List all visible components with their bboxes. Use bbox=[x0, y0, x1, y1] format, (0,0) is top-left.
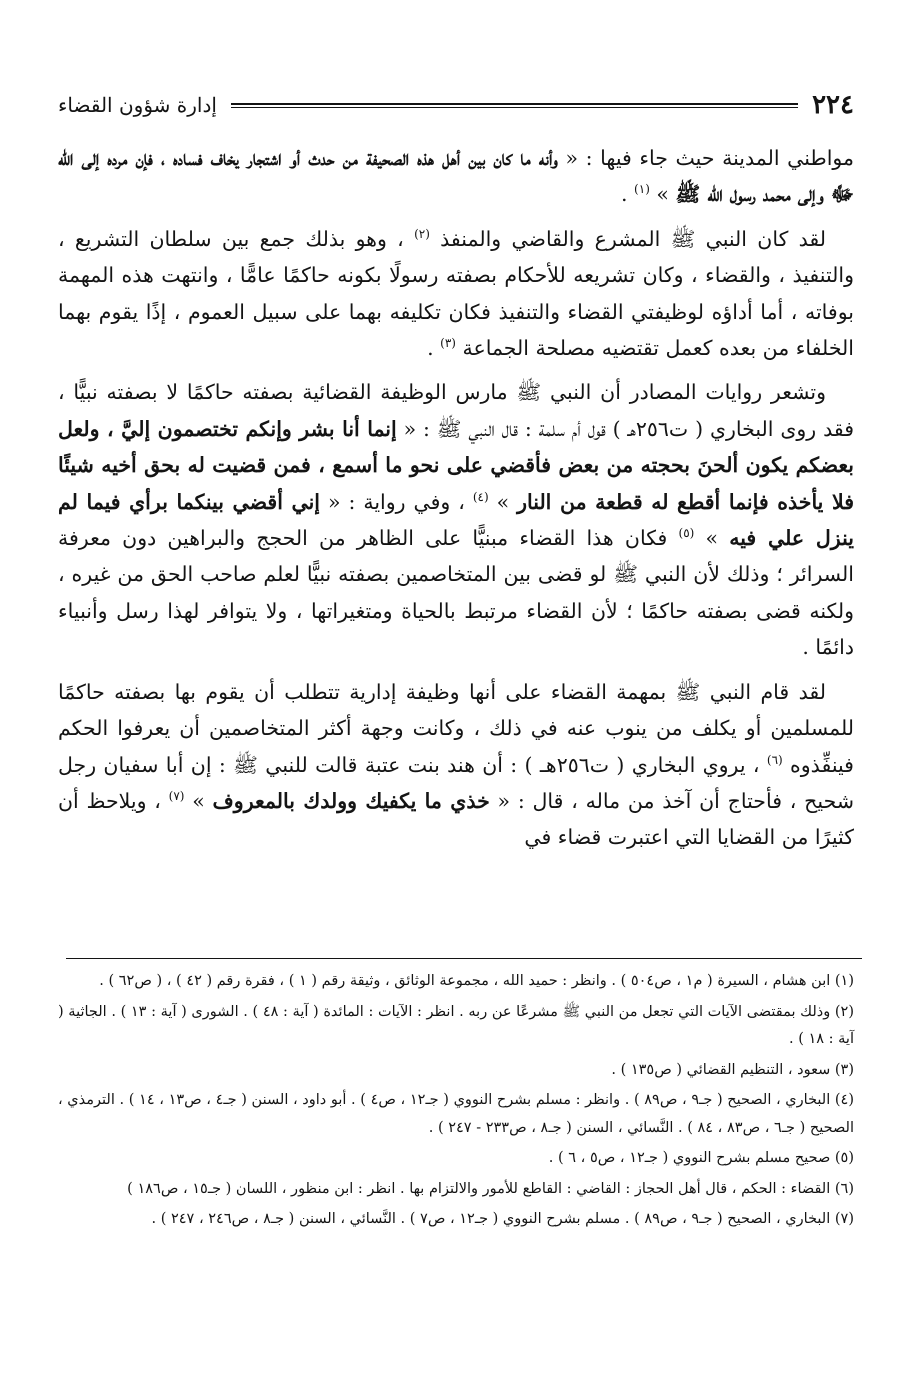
paragraph-1: مواطني المدينة حيث جاء فيها : « وأنه ما كان بين أهل هذه الصحيفة من حدث أو اشتجار يخاف فساده ، فإن مرده إلى الله ﷻ وإلى محمد رسول الله ﷺ » $^{(١)}$ . bbox=[58, 146, 854, 207]
footnote-ref: (٥) bbox=[678, 526, 695, 541]
hadith-bold: إنما أنا بشر وإنكم تختصمون إليَّ ، ولعل بعضكم يكون ألحنَ بحجته من بعض فأقضي على نحو ما أسمع ، فمن قضيت له بحق أخيه شيئًا فلا يأخذه فإنما أقطع له قطعة من النار bbox=[58, 416, 855, 514]
footnote-7: (٧) البخاري ، الصحيح ( جـ٩ ، ص٨٩ ) . مسلم بشرح النووي ( جـ١٢ ، ص٧ ) . النَّسائي ، السنن ( جـ٨ ، ص٢٤٦ ، ٢٤٧ ) . bbox=[151, 1211, 854, 1227]
quote-bold: وأنه ما كان بين أهل هذه الصحيفة من حدث أو اشتجار يخاف فساده ، فإن مرده إلى الله ﷻ وإلى محمد رسول الله ﷺ bbox=[58, 146, 854, 207]
footnote-ref: (٣) bbox=[440, 336, 456, 351]
footnote-ref: (١) bbox=[634, 182, 650, 197]
paragraph-3: وتشعر روايات المصادر أن النبي ﷺ مارس الوظيفة القضائية بصفته حاكمًا لا بصفته نبيًّا ، فقد روى البخاري ( ت٢٥٦هـ ) قول أم سلمة : قال النبي ﷺ : « إنما أنا بشر وإنكم تختصمون إليَّ ، ولعل بعضكم يكون ألحنَ بحجته من بعض فأقضي على نحو ما أسمع ، فمن قضيت له بحق أخيه شيئًا فلا يأخذه فإنما أقطع له قطعة من النار » $^{(٤)}$ ، وفي رواية : « إني أقضي بينكما برأي فيما لم ينزل علي فيه » $^{(٥)}$ فكان هذا القضاء مبنيًّا على الظاهر من الحجج والبراهين دون معرفة السرائر ؛ وذلك لأن النبي ﷺ لو قضى بين المتخاصمين بصفته نبيًّا لعلم صاحب الحق من غيره ، ولكنه قضى بصفته حاكمًا ؛ لأن القضاء مرتبط بالحياة ومتغيراتها ، ولا يتوافر لهذا رسل وأنبياء دائمًا . bbox=[58, 380, 855, 660]
page-number: ٢٢٤ bbox=[812, 90, 854, 120]
footnote-ref: (٦) bbox=[766, 752, 783, 767]
footnote-5: (٥) صحيح مسلم بشرح النووي ( جـ١٢ ، ص٥ ، ٦ ) . bbox=[548, 1150, 854, 1166]
footnote-2: (٢) وذلك بمقتضى الآيات التي تجعل من النبي ﷺ مشرعًا عن ربه . انظر : الآيات : المائدة ( آية : ٤٨ ) . الشورى ( آية : ١٣ ) . الجاثية ( آية : ١٨ ) . bbox=[58, 1003, 854, 1047]
paragraph-2: لقد كان النبي ﷺ المشرع والقاضي والمنفذ $^{(٢)}$ ، وهو بذلك جمع بين سلطان التشريع ، والتنفيذ ، والقضاء ، وكان تشريعه للأحكام بصفته رسولًا بكونه حاكمًا عامًّا ، وانتهت هذه المهمة بوفاته ، أما أداؤه لوظيفتي القضاء والتنفيذ فكان تكليفه بهما على سبيل العموم ، إذًا يقوم بهما الخلفاء من بعده كعمل تقتضيه مصلحة الجماعة $^{(٣)}$ . bbox=[58, 226, 854, 361]
footnote-1: (١) ابن هشام ، السيرة ( م١ ، ص٥٠٤ ) . وانظر : حميد الله ، مجموعة الوثائق ، وثيقة رقم ( ١ ) ، فقرة رقم ( ٤٢ ) ، ( ص٦٢ ) . bbox=[99, 973, 854, 989]
footnote-6: (٦) القضاء : الحكم ، قال أهل الحجاز : القاضي : القاطع للأمور والالتزام بها . انظر : ابن منظور ، اللسان ( جـ١٥ ، ص١٨٦ ) bbox=[127, 1180, 854, 1197]
footnote-ref: (٢) bbox=[414, 226, 430, 241]
running-title: إدارة شؤون القضاء bbox=[58, 93, 217, 117]
hadith-bold: إني أقضي بينكما برأي فيما لم ينزل علي فيه bbox=[58, 489, 855, 551]
footnote-ref: (٧) bbox=[168, 789, 185, 804]
footnote-ref: (٤) bbox=[472, 489, 489, 504]
page-header bbox=[58, 88, 854, 122]
footnote-3: (٣) سعود ، التنظيم القضائي ( ص١٣٥ ) . bbox=[611, 1061, 854, 1078]
footnote-4: (٤) البخاري ، الصحيح ( جـ٩ ، ص٨٩ ) . وانظر : مسلم بشرح النووي ( جـ١٢ ، ص٤ ) . أبو داود ، السنن ( جـ٤ ، ص١٣ ، ١٤ ) . الترمذي ، الصحيح ( جـ٦ ، ص٨٣ ، ٨٤ ) . النَّسائي ، السنن ( جـ٨ ، ص٢٣٣ - ٢٤٧ ) . bbox=[58, 1092, 855, 1136]
hadith-bold: خذي ما يكفيك وولدك بالمعروف bbox=[212, 788, 490, 813]
header-rule bbox=[231, 103, 798, 108]
main-text bbox=[58, 140, 854, 856]
footnotes bbox=[58, 968, 854, 1237]
footnote-divider bbox=[66, 958, 862, 959]
paragraph-4: لقد قام النبي ﷺ بمهمة القضاء على أنها وظيفة إدارية تتطلب أن يقوم بها بصفته حاكمًا للمسلمين أو يكلف من ينوب عنه في ذلك ، وكانت وجهة أكثر المتخاصمين أن يعرفوا الحكم فينفِّذوه $^{(٦)}$ ، يروي البخاري ( ت٢٥٦هـ ) : أن هند بنت عتبة قالت للنبي ﷺ : إن أبا سفيان رجل شحيح ، فأحتاج أن آخذ من ماله ، قال : « خذي ما يكفيك وولدك بالمعروف » $^{(٧)}$ ، ويلاحظ أن كثيرًا من القضايا التي اعتبرت قضاء في bbox=[58, 679, 854, 850]
